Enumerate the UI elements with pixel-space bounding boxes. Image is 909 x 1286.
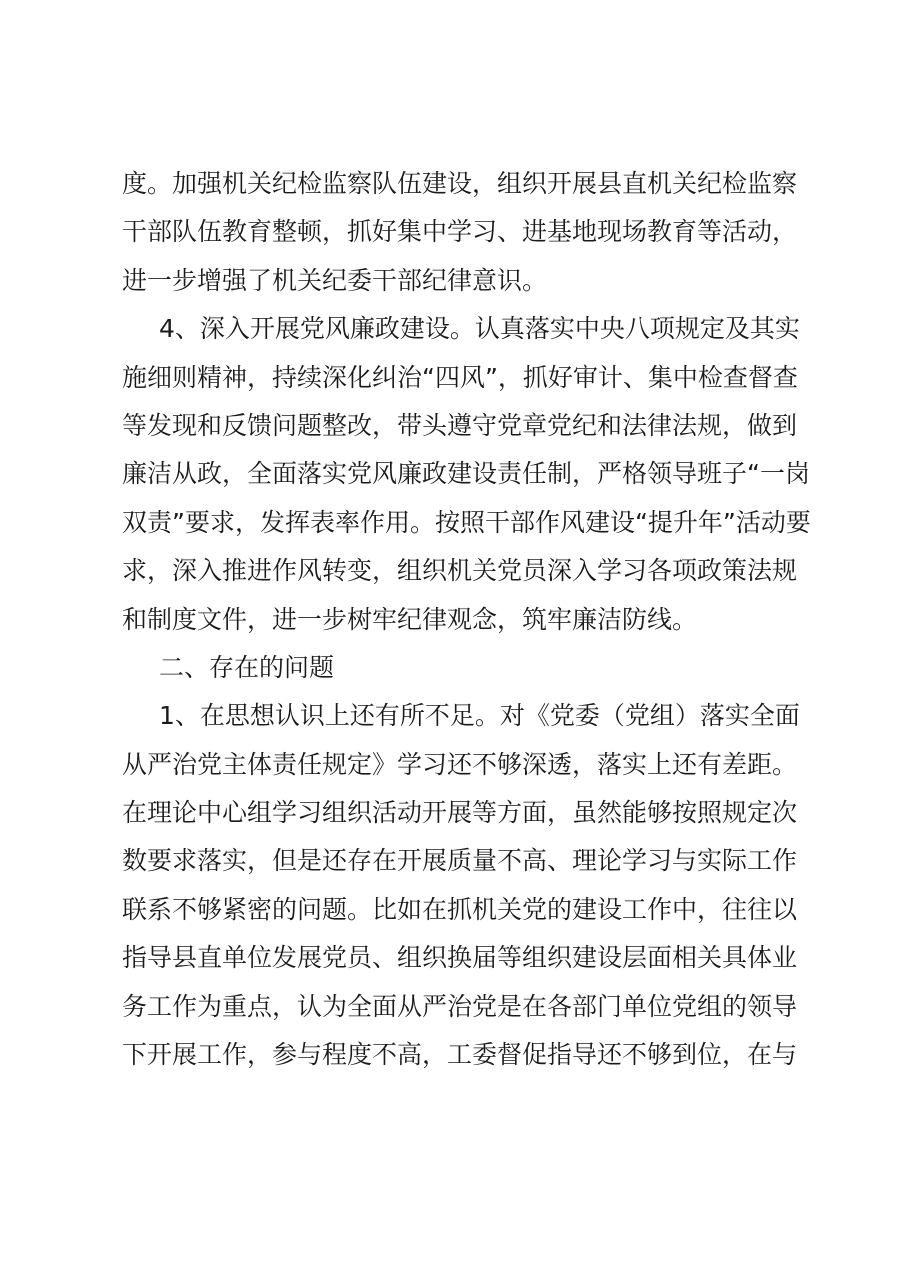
text-line: 1、在思想认识上还有所不足。对《党委（党组）落实全面 [159, 701, 800, 731]
text-line: 廉洁从政，全面落实党风廉政建设责任制，严格领导班子“一岗 [122, 459, 810, 489]
text-line: 等发现和反馈问题整改，带头遵守党章党纪和法律法规，做到 [122, 410, 798, 440]
text-line: 4、深入开展党风廉政建设。认真落实中央八项规定及其实 [159, 314, 800, 344]
text-line: 指导县直单位发展党员、组织换届等组织建设层面相关具体业 [122, 943, 798, 973]
text-line: 施细则精神，持续深化纠治“四风”，抓好审计、集中检查督查 [122, 362, 798, 392]
text-line: 联系不够紧密的问题。比如在抓机关党的建设工作中，往往以 [122, 894, 798, 924]
section-heading: 二、存在的问题 [159, 652, 335, 682]
document-body [122, 160, 811, 1079]
text-line: 数要求落实，但是还存在开展质量不高、理论学习与实际工作 [122, 846, 798, 876]
text-line: 双责”要求，发挥表率作用。按照干部作风建设“提升年”活动要 [122, 507, 811, 537]
text-line: 进一步增强了机关纪委干部纪律意识。 [122, 265, 548, 295]
text-line: 下开展工作，参与程度不高，工委督促指导还不够到位，在与 [122, 1040, 798, 1070]
text-line: 在理论中心组学习组织活动开展等方面，虽然能够按照规定次 [122, 798, 798, 828]
text-line: 从严治党主体责任规定》学习还不够深透，落实上还有差距。 [122, 749, 798, 779]
text-line: 求，深入推进作风转变，组织机关党员深入学习各项政策法规 [122, 556, 798, 586]
text-line: 务工作为重点，认为全面从严治党是在各部门单位党组的领导 [122, 991, 798, 1021]
text-line: 和制度文件，进一步树牢纪律观念，筑牢廉洁防线。 [122, 604, 698, 634]
text-line: 度。加强机关纪检监察队伍建设，组织开展县直机关纪检监察 [122, 169, 798, 198]
text-line: 干部队伍教育整顿，抓好集中学习、进基地现场教育等活动， [122, 217, 798, 247]
